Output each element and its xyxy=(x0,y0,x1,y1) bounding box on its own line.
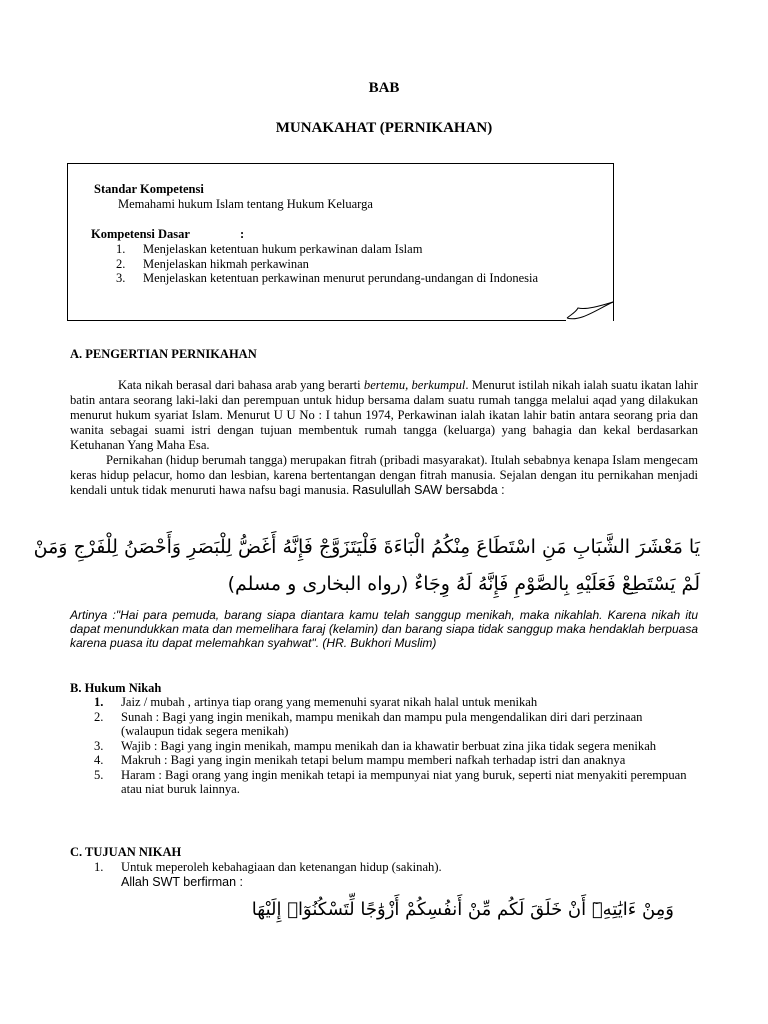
standard-heading: Standar Kompetensi xyxy=(94,182,204,196)
section-b-heading: B. Hukum Nikah xyxy=(70,681,162,695)
list-item: 1. Jaiz / mubah , artinya tiap orang yang memenuhi syarat nikah halal untuk menikah xyxy=(94,695,538,709)
basic-competency-list xyxy=(116,242,636,286)
page-title: MUNAKAHAT (PERNIKAHAN) xyxy=(275,120,493,136)
hadith-line-2: لَمْ يَسْتَطِعْ فَعَلَيْهِ بِالصَّوْمِ فَإِنَّهُ لَهُ وِجَاءٌ (رواه البخارى و مسلم) xyxy=(227,573,700,595)
list-item: 2. Menjelaskan hikmah perkawinan xyxy=(116,256,309,271)
basic-competency-heading: Kompetensi Dasar xyxy=(91,227,190,241)
standard-text: Memahami hukum Islam tentang Hukum Keluarga xyxy=(118,197,373,211)
list-item: 1. Menjelaskan ketentuan hukum perkawinan dalam Islam xyxy=(116,242,423,256)
competency-standard-heading xyxy=(94,182,204,197)
list-item: 1. Untuk meperoleh kebahagiaan dan ketenangan hidup (sakinah). xyxy=(94,860,442,874)
section-a-body xyxy=(70,378,698,498)
folded-corner-icon xyxy=(566,300,614,322)
hadith-translation: Artinya :"Hai para pemuda, barang siapa diantara kamu telah sanggup menikah, maka nikahlah. Karena nikah itu dapat menundukkan mata dan memelihara faraj (kelamin) dan barang siapa tidak sanggup maka hendaklah berpuasa karena puasa itu dapat melemahkan syahwat". (HR. Bukhori Muslim) xyxy=(70,608,698,650)
allah-berfirman-line: Allah SWT berfirman : xyxy=(121,875,244,889)
hukum-nikah-list xyxy=(94,695,694,797)
list-item: 3. Wajib : Bagi yang ingin menikah, mampu menikah dan ia khawatir berbuat zina jika tidak segera menikah xyxy=(94,738,657,753)
hadith-line-1: يَا مَعْشَرَ الشَّبَابِ مَنِ اسْتَطَاعَ مِنْكُمُ الْبَاءَةَ فَلْيَتَزَوَّجْ فَإِنَّهُ أَغَضُّ لِلْبَصَرِ وَأَحْصَنُ لِلْفَرْجِ وَمَنْ xyxy=(33,536,700,558)
tujuan-nikah-list xyxy=(94,860,694,875)
paragraph-2: Pernikahan (hidup berumah tangga) merupakan fitrah (pribadi masyarakat). Itulah sebabnya kenapa Islam mengecam keras hidup pelacur, homo dan lesbian, karena bertentangan dengan fitrah manusia. Sejalan dengan itu pernikahan menjadi kendali untuk tidak menuruti hawa nafsu bagi manusia. Rasulullah SAW bersabda : xyxy=(70,453,698,497)
list-item: 4. Makruh : Bagi yang ingin menikah tetapi belum mampu memberi nafkah terhadap istri dan anaknya xyxy=(94,753,626,767)
list-item: 5. Haram : Bagi orang yang ingin menikah tetapi ia mempunyai niat yang buruk, seperti niat menyakiti perempuan atau niat buruk lainnya. xyxy=(94,767,687,796)
list-item: 3. Menjelaskan ketentuan perkawinan menurut perundang-undangan di Indonesia xyxy=(116,271,539,285)
section-c-heading: C. TUJUAN NIKAH xyxy=(70,845,182,859)
quran-verse: وَمِنْ ءَايَٰتِهِۦٓ أَنْ خَلَقَ لَكُم مِّنْ أَنفُسِكُمْ أَزْوَٰجًا لِّتَسْكُنُوٓا۟ إِلَيْهَا xyxy=(251,899,674,920)
paragraph-1: Kata nikah berasal dari bahasa arab yang berarti bertemu, berkumpul. Menurut istilah nikah ialah suatu ikatan lahir batin antara seorang laki-laki dan perempuan untuk hidup bersama dalam suatu rumah tangga melalui aqad yang dilakukan menurut hukum syariat Islam. Menurut U U No : I tahun 1974, Perkawinan ialah ikatan lahir batin antara seorang pria dan wanita sebagai suami istri dengan tujuan membentuk rumah tangga (keluarga) yang bahagia dan kekal berdasarkan Ketuhanan Yang Maha Esa. xyxy=(70,378,698,452)
basic-competency-colon: : xyxy=(240,227,245,241)
section-a-heading: A. PENGERTIAN PERNIKAHAN xyxy=(70,347,257,361)
list-item: 2. Sunah : Bagi yang ingin menikah, mampu menikah dan mampu pula mengendalikan diri dari perzinaan (walaupun tidak segera menikah) xyxy=(94,709,643,738)
basic-competency-heading-row xyxy=(91,227,245,242)
chapter-label: BAB xyxy=(368,80,400,96)
